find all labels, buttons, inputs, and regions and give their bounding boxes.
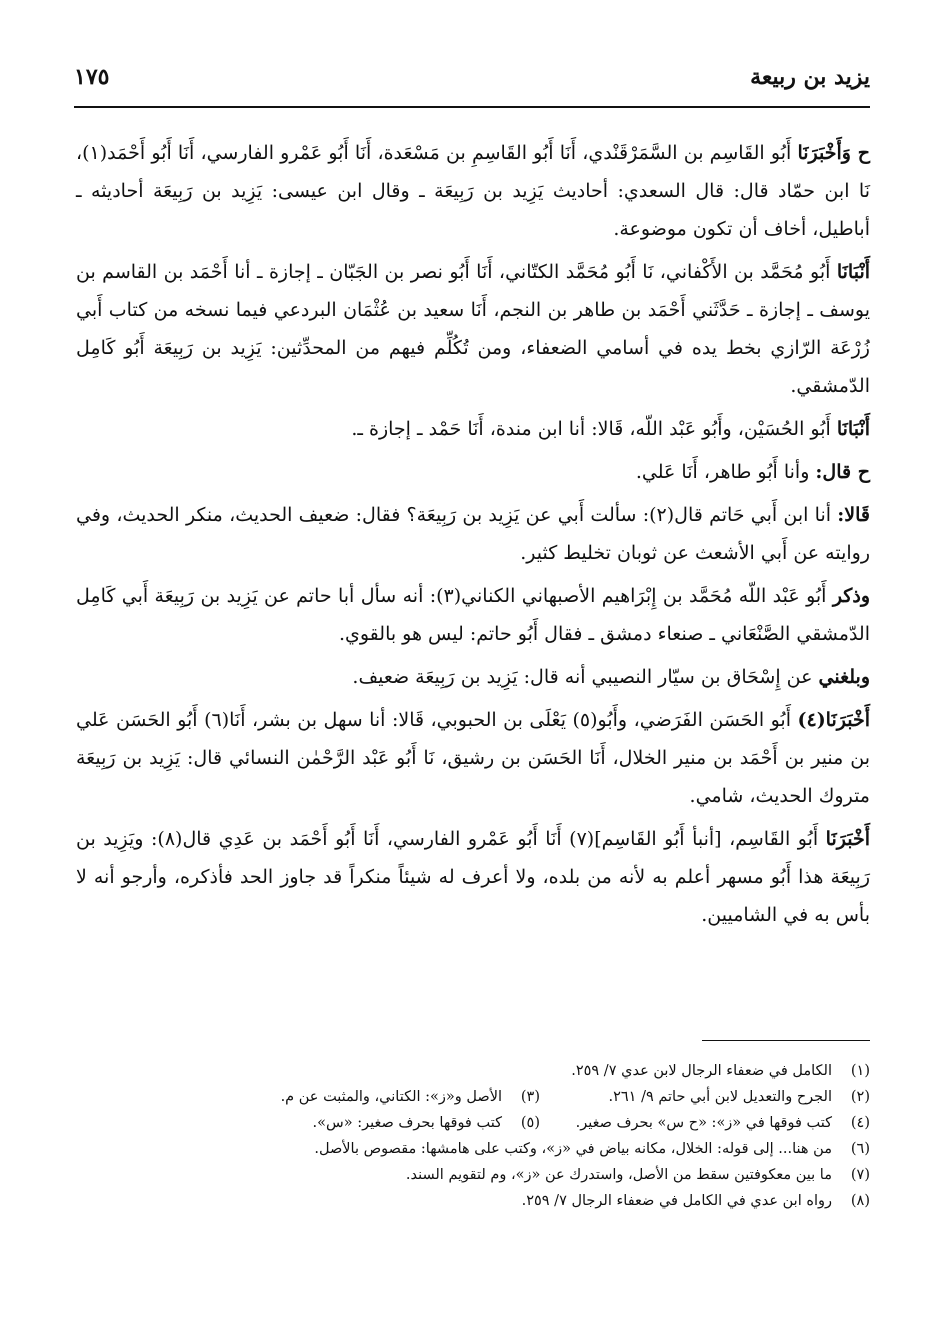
footnote <box>281 1084 540 1110</box>
footnote <box>314 1136 870 1162</box>
paragraph-text: أَبُو القَاسِم بن السَّمَرْقَنْدي، أَنَا أَبُو القَاسِمِ بن مَسْعَدة، أَنَا أَبُو عَمْرو الفارسي، أَنَا أَبُو أَحْمَد(١)، نَا ابن حمّاد قال: قال السعدي: أحاديث يَزِيد بن رَبِيعَة ـ وقال ابن عيسى: يَزِيد بن رَبِيعَة أحاديثه ـ أباطيل، أخاف أن تكون موضوعة. <box>76 142 870 240</box>
footnote-text: كتب فوقها بحرف صغير: «س». <box>312 1115 502 1131</box>
page-number: ١٧٥ <box>74 64 110 90</box>
footnote-row <box>76 1136 870 1162</box>
paragraph <box>76 253 870 405</box>
footnote-number: (٨) <box>850 1193 870 1209</box>
paragraph <box>76 658 870 696</box>
paragraph-lead: أَنْبَانَا <box>836 418 870 440</box>
footnote-number: (٤) <box>850 1115 870 1131</box>
paragraph <box>76 410 870 448</box>
paragraph-lead: ح وَأَخْبَرَنَا <box>797 142 871 164</box>
footnote-number: (١) <box>850 1063 870 1079</box>
paragraph-text: عن إِسْحَاق بن سيّار النصيبي أنه قال: يَزِيد بن رَبِيعَة ضعيف. <box>352 666 819 688</box>
paragraph-text: أَبُو الحُسَيْن، وأَبُو عَبْد اللّه، قَالا: أنا ابن مندة، أَنَا حَمْد ـ إجازة ـ. <box>351 418 837 440</box>
footnote-number: (٢) <box>850 1089 870 1105</box>
footnote-text: الكامل في ضعفاء الرجال لابن عدي ٧/ ٢٥٩. <box>571 1063 832 1079</box>
footnote-text: ما بين معكوفتين سقط من الأصل، واستدرك عن «ز»، وم لتقويم السند. <box>405 1167 832 1183</box>
paragraph <box>76 701 870 815</box>
paragraph-text: أَبُو الحَسَن الفَرَضي، وأَبُو(٥) يَعْلَى بن الحبوبي، قَالا: أنا سهل بن بشر، أَنَا(٦) أَبُو الحَسَن عَلي بن منير بن أَحْمَد بن منير الخلال، أَنَا الحَسَن بن رشيق، نَا أَبُو عَبْد الرَّحْمٰن النسائي قال: يَزِيد بن رَبِيعَة متروك الحديث، شامي. <box>76 709 870 807</box>
paragraph <box>76 496 870 572</box>
footnote-number: (٧) <box>850 1167 870 1183</box>
footnote-number: (٥) <box>520 1115 540 1131</box>
footnote-row <box>76 1058 870 1084</box>
paragraph-text: أَبُو عَبْد اللّه مُحَمَّد بن إِبْرَاهيم الأصبهاني الكناني(٣): أنه سأل أبا حاتم عن يَزِيد بن رَبِيعَة أَبي كَامِل الدّمشقي الصَّنْعَاني ـ صنعاء دمشق ـ فقال أَبُو حاتم: ليس هو بالقوي. <box>76 585 870 645</box>
paragraph <box>76 453 870 491</box>
paragraph-lead: أَخْبَرَنَا <box>825 828 870 850</box>
paragraph <box>76 577 870 653</box>
paragraph-text: أَبُو القَاسِم، [أنبأ أَبُو القَاسِم](٧) أَنَا أَبُو عَمْرو الفارسي، أَنَا أَبُو أَحْمَد بن عَدِي قال(٨): ويَزِيد بن رَبِيعَة هذا أَبُو مسهر أعلم به لأنه من بلده، ولا أعرف له شيئاً منكراً قد جاوز الحد فأذكره، وأرجو أنه لا بأس به في الشاميين. <box>76 828 870 926</box>
footnote <box>406 1162 870 1188</box>
footnote-text: الأصل و«ز»: الكتاني، والمثبت عن م. <box>280 1089 502 1105</box>
footnote <box>522 1188 870 1214</box>
footnote-rule <box>702 1040 870 1041</box>
page-header <box>74 58 870 104</box>
footnote-text: الجرح والتعديل لابن أبي حاتم ٩/ ٢٦١. <box>608 1089 832 1105</box>
main-text <box>76 134 870 939</box>
paragraph-text: أَبُو مُحَمَّد بن الأَكْفاني، نَا أَبُو مُحَمَّد الكتّاني، أَنَا أَبُو نصر بن الجَبّان ـ إجازة ـ أنا أَحْمَد بن القاسم بن يوسف ـ إجازة ـ حَدَّثَني أَحْمَد بن طاهر بن النجم، أَنَا سعيد بن عُثْمَان البردعي فيما نسخه من كتاب أَبي زُرْعَة الرّازي بخط يده في أسامي الضعفاء، ومن تُكُلِّم فيهم من المحدِّثين: يَزِيد بن رَبِيعَة أَبُو كَامِل الدّمشقي. <box>76 261 870 397</box>
footnote-text: رواه ابن عدي في الكامل في ضعفاء الرجال ٧/ ٢٥٩. <box>521 1193 832 1209</box>
footnote <box>313 1110 540 1136</box>
paragraph-lead: ح قال: <box>815 461 870 483</box>
footnote-row <box>76 1084 870 1110</box>
footnote <box>540 1110 870 1136</box>
footnotes <box>76 1058 870 1214</box>
footnote-number: (٦) <box>850 1141 870 1157</box>
footnote-row <box>76 1162 870 1188</box>
paragraph <box>76 820 870 934</box>
footnote-number: (٣) <box>520 1089 540 1105</box>
footnote-text: من هنا... إلى قوله: الخلال، مكانه بياض في «ز»، وكتب على هامشها: مقصوص بالأصل. <box>314 1141 832 1157</box>
header-rule <box>74 106 870 108</box>
footnote-row <box>76 1188 870 1214</box>
footnote-text: كتب فوقها في «ز»: «ح س» بحرف صغير. <box>575 1115 832 1131</box>
paragraph-lead: أَخْبَرَنَا(٤) <box>797 709 870 731</box>
paragraph-lead: قَالا: <box>837 504 870 526</box>
paragraph-lead: وبلغني <box>818 666 870 688</box>
paragraph-lead: وذكر <box>832 585 870 607</box>
running-title: يزيد بن ربيعة <box>750 64 870 90</box>
paragraph-text: وأنا أَبُو طاهر، أَنَا عَلي. <box>635 461 816 483</box>
paragraph-text: أنا ابن أَبي حَاتم قال(٢): سألت أَبي عن يَزِيد بن رَبِيعَة؟ فقال: ضعيف الحديث، منكر الحديث، وفي روايته عن أَبي الأشعث عن ثوبان تخليط كثير. <box>76 504 870 564</box>
footnote <box>540 1084 870 1110</box>
paragraph <box>76 134 870 248</box>
footnote-row <box>76 1110 870 1136</box>
paragraph-lead: أَنْبَانَا <box>836 261 871 283</box>
footnote <box>571 1058 870 1084</box>
